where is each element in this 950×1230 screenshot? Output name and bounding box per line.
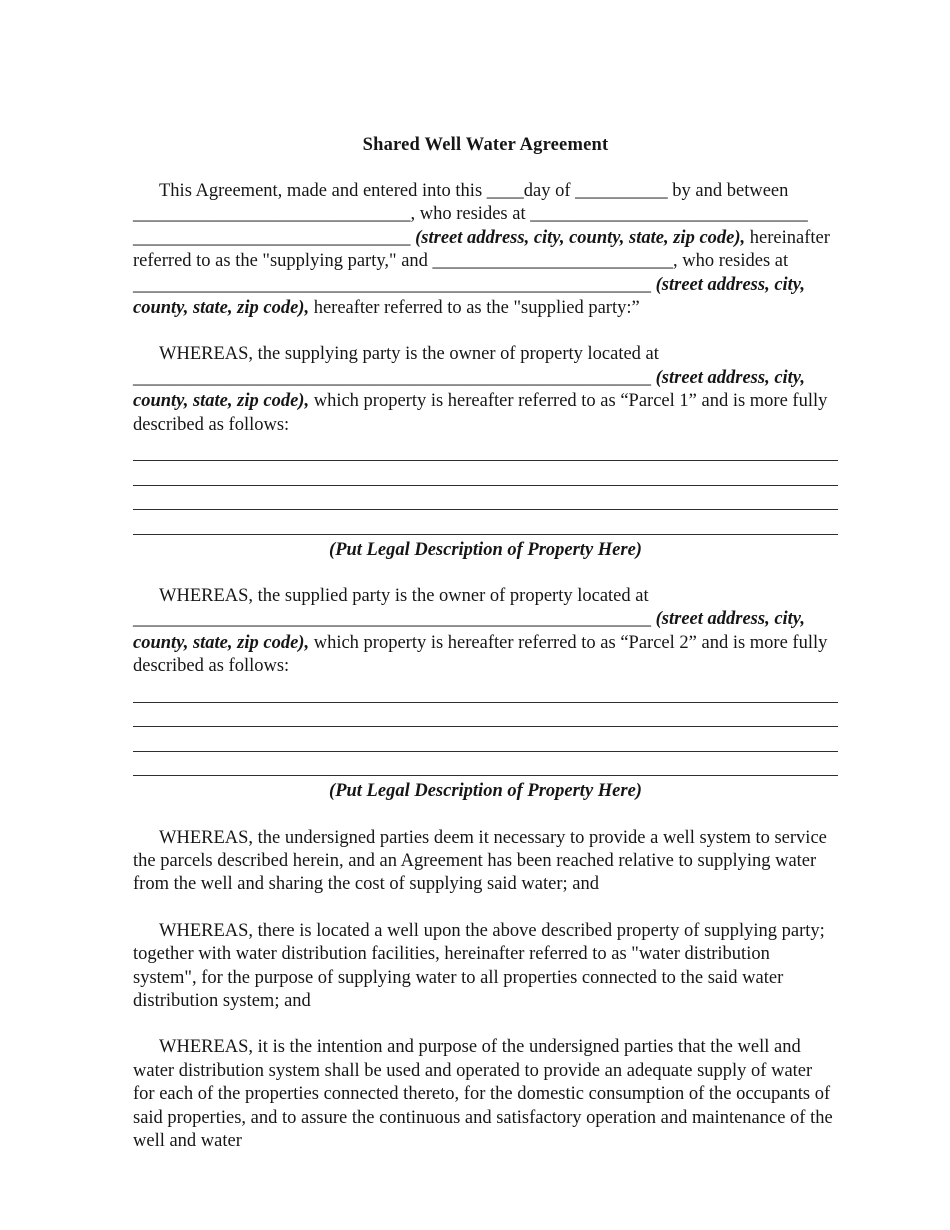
address-format-hint-2: (street address, city, county, state, zip code), (133, 274, 805, 319)
whereas-supplying-text-2: which property is hereafter referred to as “Parcel 1” and is more fully described as follows: (133, 391, 828, 435)
intro-text-2: hereinafter referred to as the "supplying party," and __________________________, who resides at ________________________________________________________ (133, 227, 830, 295)
parcel1-description-lines (133, 437, 838, 535)
address-format-hint-3: (street address, city, county, state, zip code), (133, 367, 805, 412)
whereas-supplying-text-1: WHEREAS, the supplying party is the owner of property located at ________________________________________________________ (133, 344, 659, 388)
whereas-supplied-text-1: WHEREAS, the supplied party is the owner of property located at ________________________________________________________ (133, 586, 656, 630)
document-content (133, 134, 838, 1154)
whereas-well-located-paragraph: WHEREAS, there is located a well upon the above described property of supplying party; together with water distribution facilities, hereinafter referred to as "water distribution system", for the purpose of supplying water to all properties connected to the said water distribution system; and (133, 920, 825, 1012)
parcel2-description-lines (133, 679, 838, 777)
whereas-supplied-text-2: which property is hereafter referred to as “Parcel 2” and is more fully described as follows: (133, 632, 828, 677)
intro-text-3: hereafter referred to as the "supplied party:” (309, 298, 640, 319)
blank-line (133, 461, 838, 485)
whereas-well-system-paragraph: WHEREAS, the undersigned parties deem it necessary to provide a well system to service the parcels described herein, and an Agreement has been reached relative to supplying water from the well and sharing the cost of supplying said water; and (133, 827, 827, 895)
page-title: Shared Well Water Agreement (362, 135, 609, 155)
intro-paragraph (133, 180, 838, 320)
blank-line (133, 703, 838, 727)
blank-line (133, 486, 838, 510)
whereas-intention-paragraph: WHEREAS, it is the intention and purpose of the undersigned parties that the well and water distribution system shall be used and operated to provide an adequate supply of water for each of the properties connected thereto, for the domestic consumption of the occupants of said properties, and to assure the continuous and satisfactory operation and maintenance of the well and water (133, 1037, 833, 1152)
blank-line (133, 679, 838, 703)
blank-line (133, 437, 838, 461)
blank-line (133, 510, 838, 534)
blank-line (133, 727, 838, 751)
legal-description-caption-2: (Put Legal Description of Property Here) (329, 781, 642, 802)
whereas-supplying-paragraph (133, 343, 838, 437)
whereas-supplied-paragraph (133, 585, 838, 679)
intro-text-1: This Agreement, made and entered into this ____day of __________ by and between ______________________________, who resides at ______________________________ ______________________________ (133, 181, 808, 248)
legal-description-caption-1: (Put Legal Description of Property Here) (329, 539, 642, 560)
address-format-hint-4: (street address, city, county, state, zip code), (133, 609, 805, 653)
address-format-hint-1: (street address, city, county, state, zip code), (415, 227, 746, 248)
blank-line (133, 752, 838, 776)
